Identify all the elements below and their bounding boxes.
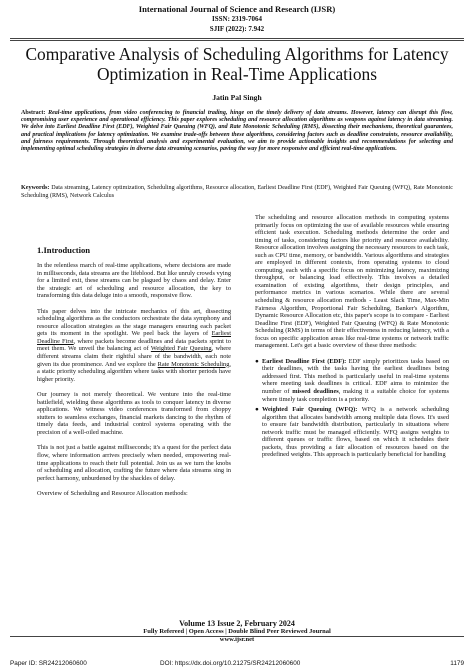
page-number: 1179 — [450, 660, 464, 667]
footer-url — [0, 636, 474, 644]
overview-paragraph: The scheduling and resource allocation methods in computing systems primarily focus on optimizing the use of available resources while ensuring efficient task execution. Scheduling methods determine the order and timing of tasks, considering factors like priority and resource availability. Resource allocation involves assigning the necessary resources to each task, such as CPU time, memory, or bandwidth. Various algorithms and strategies are employed in different contexts, from operating systems to cloud computing, each with a specific focus on minimizing latency, maximizing throughput, or balancing load effectively. This involves a detailed examination of existing algorithms, their design principles, and performance metrics in various scenarios. While there are several scheduling & resource allocation methods - Least Slack Time, Max-Min Fairness Algorithm, Proportional Fair Scheduling, Banker's Algorithm, Dynamic Resource Allocation etc, this paper's scope is to compare - Earliest Deadline First (EDF), Weighted Fair Queuing (WFQ) & Rate Monotonic Scheduling (RMS) in terms of their effectiveness in reducing latency, with a focus on specific application areas like real-time systems or network traffic management. Let's get a basic overview of these three methods: — [255, 214, 449, 350]
bullet-edf — [255, 358, 449, 403]
footer-refereed: Fully Refereed | Open Access | Double Blind Peer Reviewed Journal — [143, 628, 331, 635]
keywords-text: Data streaming, Latency optimization, Scheduling algorithms, Resource allocation, Earliest Deadline First (EDF), Weighted Fair Queuing (WFQ), Rate Monotonic Scheduling (RMS), Network Calculus — [21, 185, 454, 199]
bullet-wfq — [255, 406, 449, 459]
footer-meta — [10, 660, 464, 669]
bullet-wfq-text-a: WFQ is a network scheduling algorithm that allocates bandwidth among multiple data flows. It's used to ensure fair bandwidth distribution, particularly in situations where network traffic must be managed efficiently. WFQ assigns weights to different queues or traffic flows, based on which it schedules their packets, thus providing a fair allocation of resources based on the predefined weights. This approach is particularly beneficial for handling — [262, 406, 449, 459]
author-name: Jatin Pal Singh — [212, 93, 262, 102]
footer-volume: Volume 13 Issue 2, February 2024 — [179, 619, 295, 628]
paper-title: Comparative Analysis of Scheduling Algorithms for Latency Optimization in Real-Time Applications — [25, 44, 449, 84]
right-column — [255, 214, 449, 462]
abstract-label: Abstract: — [21, 110, 46, 116]
journal-url-link[interactable]: www.ijsr.net — [219, 636, 255, 643]
section-heading-introduction: 1.Introduction — [37, 245, 91, 255]
bullet-icon: ● — [255, 406, 259, 414]
intro-paragraph-2 — [37, 308, 231, 383]
intro-p2-text-a: This paper delves into the intricate mechanics of this art, dissecting scheduling algorithms as the conductors orchestrate the data symphony and resource allocation strategies as the stage managers ensuring each packet gets its moment in the spotlight. We peel back the layers of — [37, 307, 231, 338]
intro-p2-text-b: , where packets become deadlines and data packets sprint to meet them. We unveil the balancing act of — [37, 337, 231, 353]
wfq-term: Weighted Fair Queuing — [150, 345, 212, 353]
footer-rule — [10, 636, 464, 637]
rms-term: Rate Monotonic Scheduling — [157, 360, 230, 368]
method-bullet-list — [255, 358, 449, 459]
paper-id: Paper ID: SR24212060600 — [10, 660, 87, 667]
bullet-wfq-term: Weighted Fair Queuing (WFQ): — [262, 406, 358, 414]
bullet-edf-text-b: , making it a suitable choice for systems where timely task completion is a priority. — [262, 388, 449, 403]
left-column — [37, 214, 231, 506]
edf-term: Earliest Deadline First — [37, 330, 231, 345]
doi-link[interactable]: DOI: https://dx.doi.org/10.21275/SR24212060600 — [160, 660, 301, 667]
intro-paragraph-3: Our journey is not merely theoretical. We venture into the real-time battlefield, wielding these algorithms as tools to conquer latency in diverse applications. We witness video conferences transformed from choppy stutters to seamless exchanges, financial markets dancing to the rhythm of timely data feeds, and industrial control systems operating with the precision of a well-oiled machine. — [37, 391, 231, 436]
intro-p2-text-c: , where different streams claim their rightful share of the bandwidth, each note given its due prominence. And we explore the — [37, 345, 232, 368]
journal-header — [0, 0, 474, 34]
bullet-edf-emph: missed deadlines — [292, 388, 339, 396]
intro-p2-text-d: , a static priority scheduling algorithm where tasks with shorter periods have higher priority. — [37, 360, 231, 383]
journal-footer — [0, 619, 474, 644]
keywords-label: Keywords: — [21, 185, 50, 191]
abstract — [21, 110, 453, 153]
bullet-icon: ● — [255, 357, 259, 365]
header-rule-double — [10, 40, 464, 41]
intro-paragraph-1: In the relentless march of real-time applications, where decisions are made in milliseconds, data streams are the lifeblood. But like unruly crowds vying for a limited exit, these streams can be plagued by chaos and delay. Enter the strategic art of scheduling and resource allocation, the key to transforming this data deluge into a smooth, responsive flow. — [37, 262, 231, 300]
journal-name: International Journal of Science and Research (IJSR) — [138, 4, 336, 14]
journal-sjif: SJIF (2022): 7.942 — [209, 25, 265, 33]
bullet-edf-text-a: EDF simply prioritizes tasks based on their deadlines, with the tasks having the earliest deadlines being addressed first. This method is particularly useful in real-time systems where meeting task deadlines is critical. EDF aims to minimize the number of — [262, 357, 449, 396]
bullet-edf-term: Earliest Deadline First (EDF): — [262, 357, 347, 365]
header-rule — [10, 38, 464, 39]
intro-paragraph-4: This is not just a battle against milliseconds; it's a quest for the perfect data flow, where information arrives precisely when needed, empowering real-time applications to reach their full potential. Join us as we turn the knobs of scheduling and allocation, crafting the future where data streams sing in perfect harmony, unburdened by the shackles of delay. — [37, 444, 231, 482]
journal-issn: ISSN: 2319-7064 — [212, 15, 262, 23]
intro-paragraph-5: Overview of Scheduling and Resource Allocation methods: — [37, 490, 188, 498]
abstract-text: Real-time applications, from video conferencing to financial trading, hinge on the timely delivery of data streams. However, latency can disrupt this flow, compromising user experience and operational efficiency. This paper explores scheduling and resource allocation algorithms as weapons against latency in data streaming. We delve into Earliest Deadline First (EDF), Weighted Fair Queuing (WFQ), and Rate Monotonic Scheduling (RMS), dissecting their mechanisms, theoretical guarantees, and practical implications for latency optimization. We examine trade-offs between these algorithms, considering factors such as deadline constraints, resource availability, and fairness requirements. Through theoretical analysis and experimental evaluation, we aim to provide actionable insights and recommendations for selecting and implementing optimal scheduling strategies in diverse data streaming scenarios, paving the way for more responsive and efficient real-time applications. — [21, 110, 454, 153]
keywords — [21, 185, 453, 200]
